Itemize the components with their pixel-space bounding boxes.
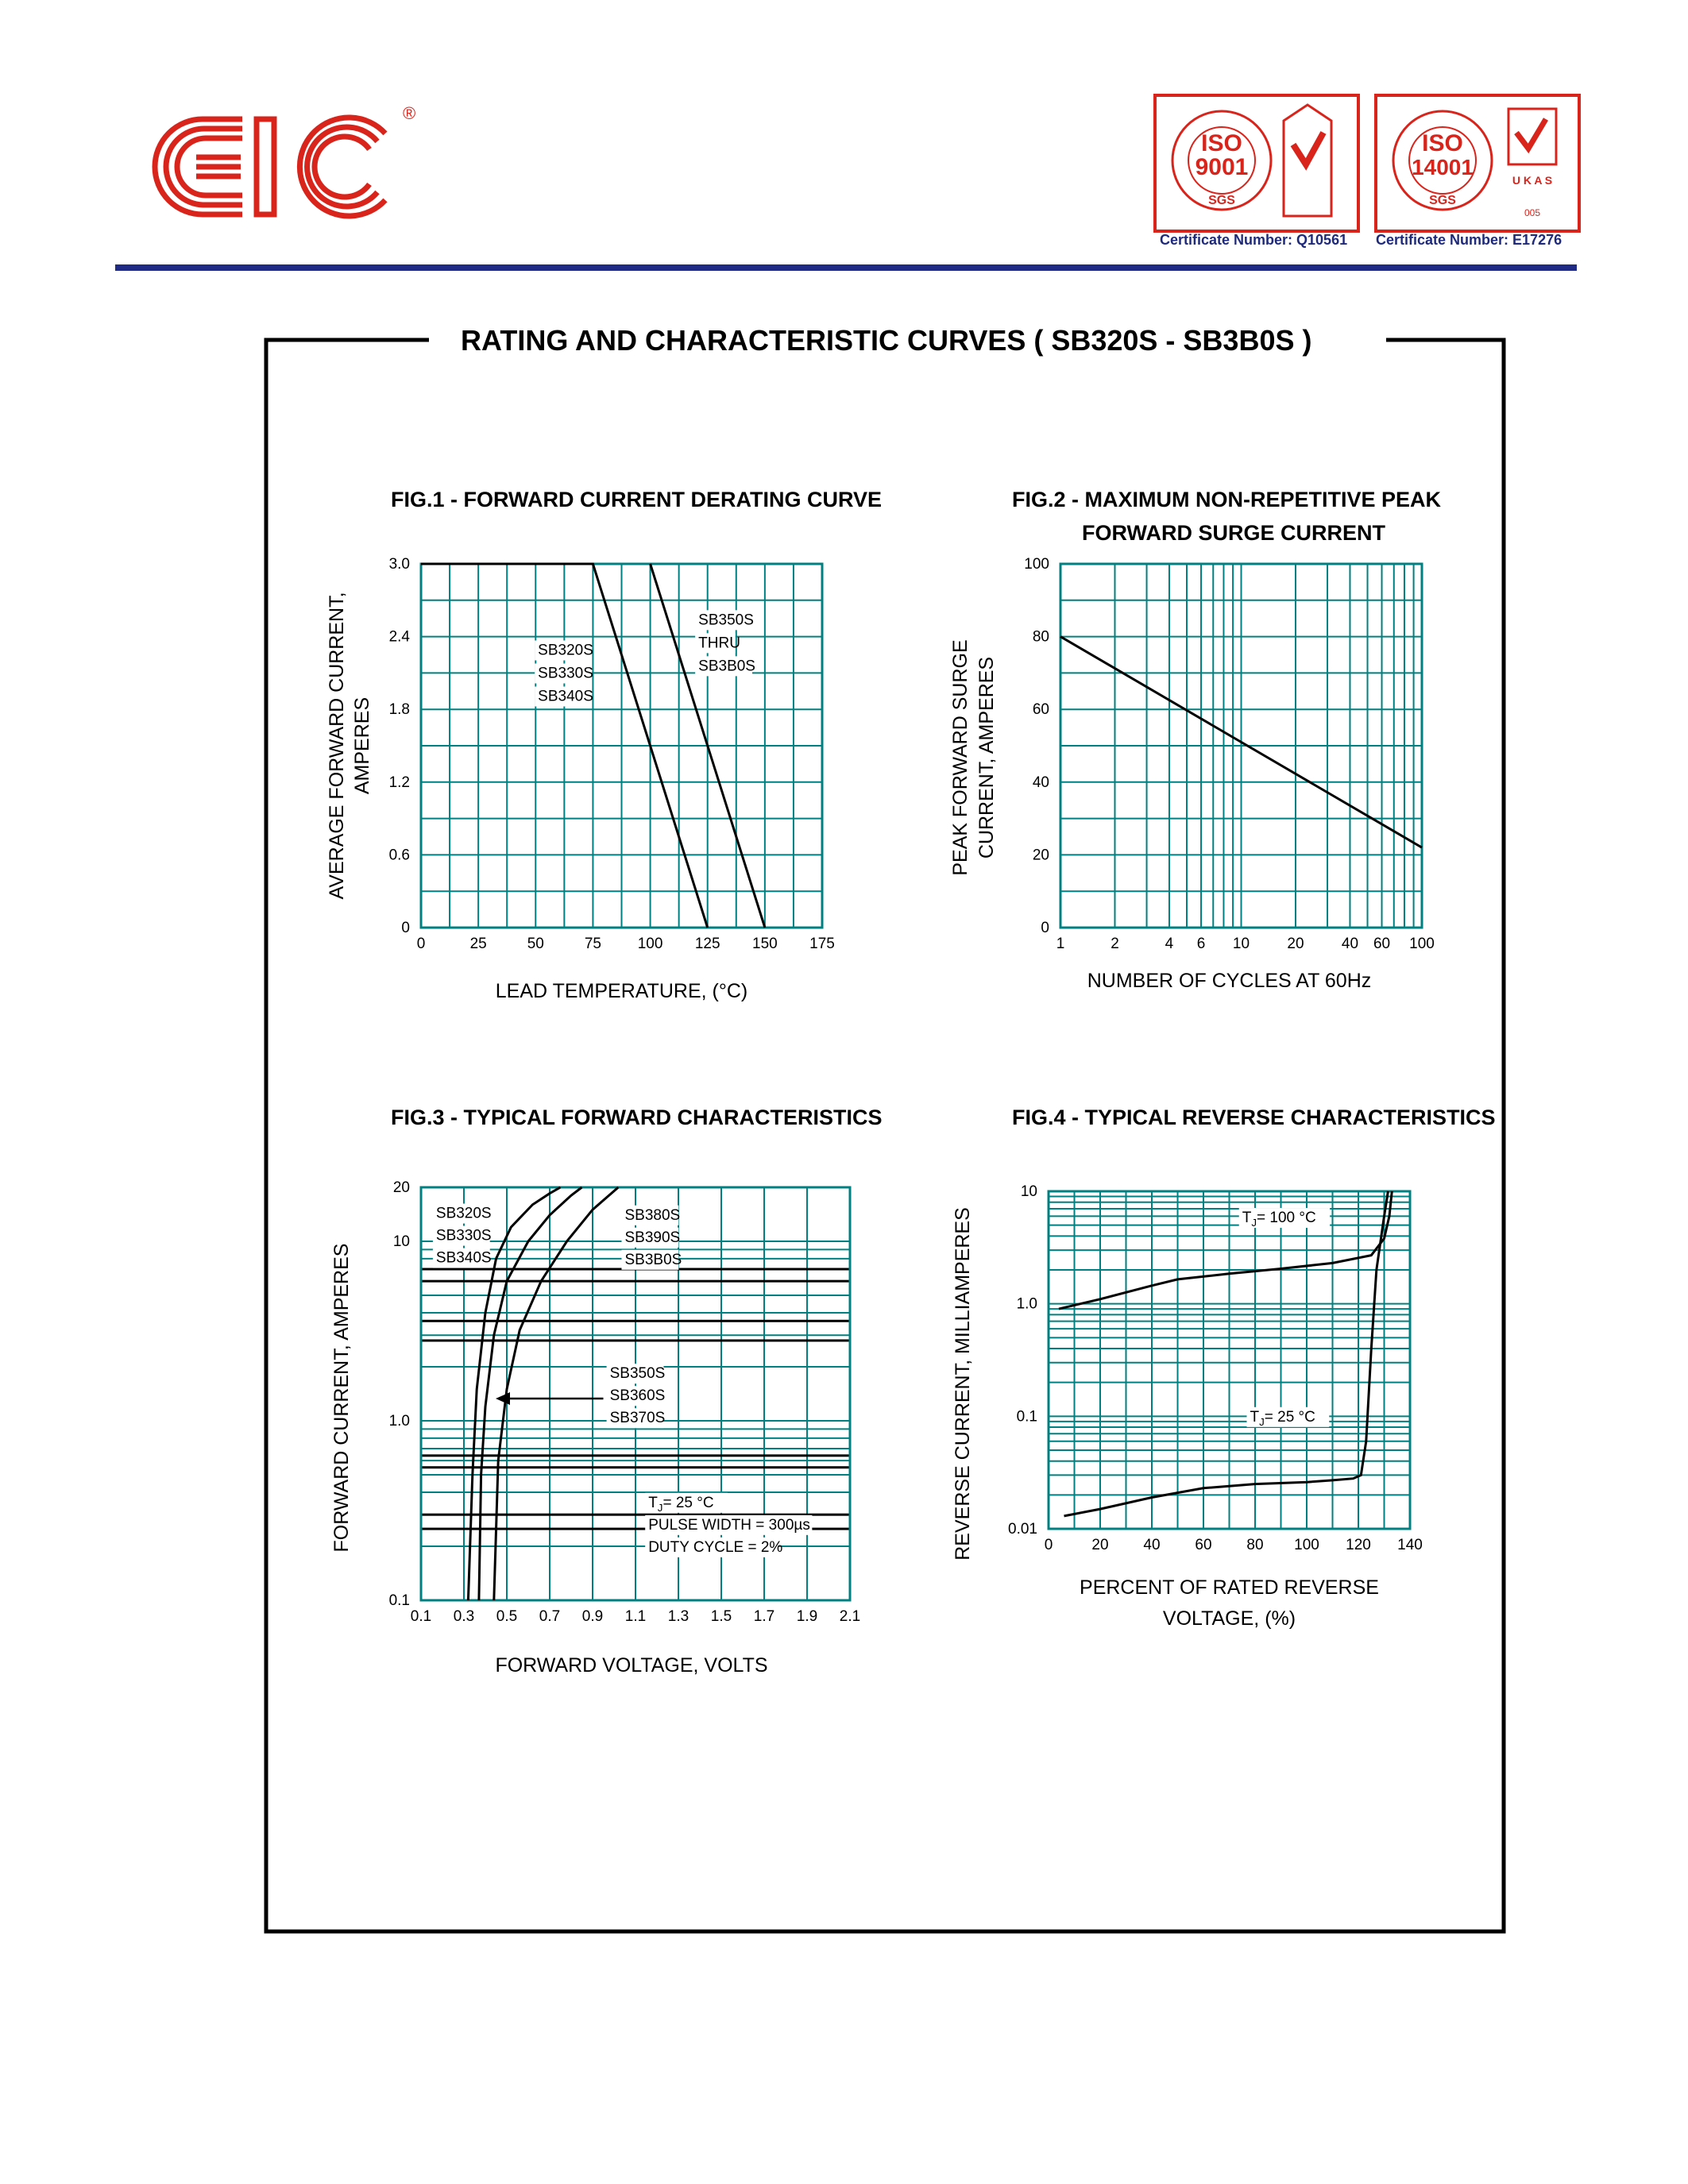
fig1-x-axis-label: LEAD TEMPERATURE, (°C) (495, 980, 748, 1002)
x-tick-label: 2 (1111, 936, 1119, 952)
fig1-annot-a-line: SB340S (538, 688, 593, 705)
x-tick-label: 20 (1091, 1537, 1109, 1553)
page-title: RATING AND CHARACTERISTIC CURVES ( SB320S - SB3B0S ) (461, 324, 1312, 357)
y-tick-label: 0 (401, 920, 410, 936)
x-tick-label: 140 (1397, 1537, 1423, 1553)
fig3-annot-b-line: SB380S (624, 1206, 681, 1224)
fig2-surge-chart (937, 540, 1446, 992)
x-tick-label: 20 (1287, 936, 1304, 952)
fig2-y-axis-label-2: CURRENT, AMPERES (975, 656, 998, 859)
fig1-annot-b-line: THRU (698, 635, 740, 652)
fig3-annot-b-line: SB390S (624, 1229, 681, 1246)
y-tick-label: 1.0 (388, 1413, 410, 1430)
fig4-x-axis-label: PERCENT OF RATED REVERSE (1080, 1576, 1379, 1599)
iso14001-line1: ISO (1422, 130, 1463, 156)
fig2-x-axis-label: NUMBER OF CYCLES AT 60Hz (1087, 970, 1372, 992)
x-tick-label: 6 (1196, 936, 1206, 952)
x-tick-label: 75 (584, 936, 601, 952)
x-tick-label: 0.7 (539, 1608, 561, 1625)
x-tick-label: 10 (1232, 936, 1250, 952)
y-tick-label: 0.01 (1008, 1521, 1037, 1538)
series-line-2 (1064, 1191, 1389, 1516)
iso9001-line1: ISO (1201, 130, 1242, 156)
y-tick-label: 1.2 (388, 774, 410, 791)
fig4-y-axis-label: REVERSE CURRENT, MILLIAMPERES (952, 1207, 974, 1561)
x-tick-label: 60 (1195, 1537, 1212, 1553)
fig3-annot-a-line: SB330S (435, 1227, 492, 1244)
x-tick-label: 100 (1409, 936, 1435, 952)
y-tick-label: 0.1 (388, 1592, 410, 1609)
fig3-arrow-head (496, 1392, 510, 1405)
fig4-reverse-chart (937, 1160, 1446, 1660)
x-tick-label: 0 (416, 936, 426, 952)
fig3-annot-c-line: SB360S (609, 1387, 666, 1405)
fig1-y-axis-label-2: AMPERES (351, 696, 373, 795)
x-tick-label: 2.1 (839, 1608, 861, 1625)
fig3-annot-d-line: PULSE WIDTH = 300µs (648, 1516, 810, 1534)
x-tick-label: 1.5 (710, 1608, 732, 1625)
x-tick-label: 175 (809, 936, 835, 952)
iso9001-line2: 9001 (1195, 154, 1249, 180)
x-tick-label: 0 (1044, 1537, 1053, 1553)
y-tick-label: 0 (1041, 920, 1049, 936)
y-tick-label: 10 (392, 1233, 410, 1251)
fig3-title: FIG.3 - TYPICAL FORWARD CHARACTERISTICS (391, 1106, 883, 1129)
fig3-forward-chart (318, 1160, 874, 1700)
x-tick-label: 1.3 (667, 1608, 689, 1625)
y-tick-label: 60 (1032, 701, 1049, 719)
y-tick-label: 0.1 (1016, 1408, 1037, 1426)
fig1-title: FIG.1 - FORWARD CURRENT DERATING CURVE (391, 488, 883, 511)
x-tick-label: 40 (1143, 1537, 1161, 1553)
fig1-annot-b-line: SB350S (698, 612, 754, 629)
y-tick-label: 20 (1032, 847, 1049, 864)
y-tick-label: 10 (1020, 1183, 1037, 1200)
x-tick-label: 1.1 (624, 1608, 647, 1625)
x-tick-label: 40 (1341, 936, 1359, 952)
fig1-y-axis-label: AVERAGE FORWARD CURRENT, (326, 592, 348, 900)
y-tick-label: 1.8 (388, 701, 410, 719)
iso14001-side-code: 005 (1524, 207, 1541, 218)
x-tick-label: 0.9 (581, 1608, 604, 1625)
y-tick-label: 1.0 (1016, 1295, 1037, 1313)
iso14001-line2: 14001 (1412, 155, 1474, 179)
fig2-y-axis-label: PEAK FORWARD SURGE (949, 639, 971, 876)
x-tick-label: 80 (1246, 1537, 1264, 1553)
iso14001-cert-number: Certificate Number: E17276 (1376, 232, 1562, 248)
x-tick-label: 125 (694, 936, 720, 952)
fig3-annot-a-line: SB340S (435, 1249, 492, 1267)
iso14001-badge: SGS (1429, 194, 1456, 207)
fig2-title-line2: FORWARD SURGE CURRENT (1082, 521, 1386, 545)
y-tick-label: 80 (1032, 628, 1049, 646)
y-tick-label: 100 (1024, 556, 1049, 573)
x-tick-label: 120 (1346, 1537, 1371, 1553)
fig3-annot-c-line: SB370S (609, 1410, 666, 1427)
fig1-annot-a-line: SB330S (538, 665, 593, 682)
fig3-annot-d-line: $T_J= 25$ °C (648, 1494, 714, 1514)
y-tick-label: 40 (1032, 774, 1049, 791)
fig3-annot-b-line: SB3B0S (624, 1251, 682, 1268)
x-tick-label: 50 (527, 936, 544, 952)
iso9001-badge: SGS (1208, 194, 1235, 207)
fig1-derating-chart (302, 540, 874, 1002)
x-tick-label: 0.5 (496, 1608, 518, 1625)
fig3-annot-a-line: SB320S (435, 1205, 492, 1222)
x-tick-label: 60 (1373, 936, 1391, 952)
y-tick-label: 3.0 (388, 556, 410, 573)
fig3-y-axis-label: FORWARD CURRENT, AMPERES (330, 1243, 353, 1553)
fig1-annot-b-line: SB3B0S (698, 658, 755, 675)
y-tick-label: 0.6 (388, 847, 410, 864)
x-tick-label: 100 (1294, 1537, 1319, 1553)
fig4-title: FIG.4 - TYPICAL REVERSE CHARACTERISTICS (1012, 1106, 1496, 1129)
x-tick-label: 1.7 (753, 1608, 775, 1625)
fig2-title: FIG.2 - MAXIMUM NON-REPETITIVE PEAK (1012, 488, 1442, 511)
x-tick-label: 4 (1165, 936, 1174, 952)
y-tick-label: 20 (392, 1179, 410, 1196)
x-tick-label: 1.9 (796, 1608, 818, 1625)
fig3-x-axis-label: FORWARD VOLTAGE, VOLTS (495, 1654, 768, 1677)
fig1-annot-a-line: SB320S (538, 642, 593, 659)
fig4-x-axis-label-2: VOLTAGE, (%) (1162, 1607, 1296, 1630)
iso9001-cert-number: Certificate Number: Q10561 (1160, 232, 1348, 248)
registered-mark: ® (403, 103, 416, 123)
fig3-annot-d-line: DUTY CYCLE = 2% (648, 1538, 783, 1556)
x-tick-label: 1 (1056, 936, 1065, 952)
y-tick-label: 2.4 (388, 628, 410, 646)
svg-text:U K A S: U K A S (1512, 174, 1553, 187)
fig4-annot-tj25-line: $T_J= 25$ °C (1250, 1408, 1315, 1428)
x-tick-label: 0.3 (453, 1608, 475, 1625)
x-tick-label: 25 (469, 936, 487, 952)
x-tick-label: 100 (637, 936, 663, 952)
fig3-annot-c-line: SB350S (609, 1365, 666, 1383)
x-tick-label: 150 (752, 936, 778, 952)
x-tick-label: 0.1 (410, 1608, 432, 1625)
fig4-annot-tj100-line: $T_J= 100$ °C (1242, 1210, 1316, 1229)
